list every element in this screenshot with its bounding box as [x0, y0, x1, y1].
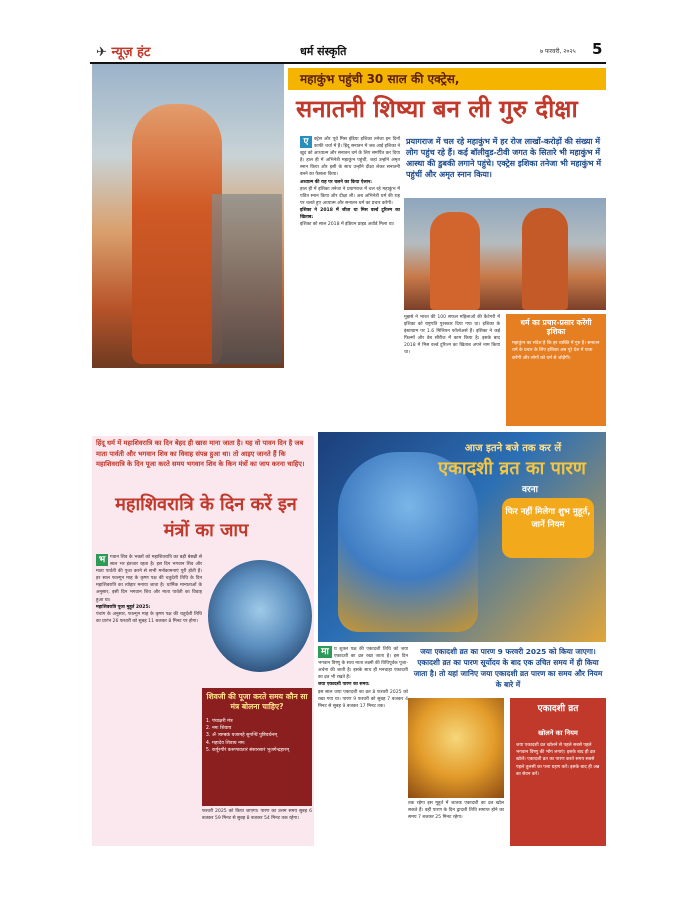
- mantra-item: 3. ॐ त्र्यम्बकं यजामहे सुगन्धिं पुष्टिवर्धनम्: [212, 732, 308, 739]
- ekadashi-rules-box: [510, 698, 606, 846]
- shivratri-subhead: महाशिवरात्रि पूजा मुहूर्त 2025:: [96, 604, 151, 610]
- rules-subtitle: खोलने का नियम: [538, 729, 578, 737]
- lead-body: इशिका को साल 2018 में इंडियन प्राइड अवॉर्ड मिला था।: [300, 222, 395, 228]
- ekadashi-body: घ शुक्ल पक्ष की एकादशी तिथि को जया एकादशी का व्रत रखा जाता है। इस दिन भगवान विष्णु के साथ माता लक्ष्मी की विधिपूर्वक पूजा-अर्चना की जाती है। इसके साथ ही मनचाहा एकादशी का व्रत भी रखते हैं।: [318, 647, 408, 681]
- date: ७ फरवरी, २०२५: [540, 48, 576, 55]
- ekadashi-title-line1: आज इतने बजे तक कर लें: [464, 443, 562, 454]
- publication-logo: [96, 42, 150, 60]
- ekadashi-subhead: जया एकादशी पारण का समय:: [318, 682, 370, 688]
- dropcap: मा: [318, 646, 332, 658]
- ekadashi-varna: वरना: [521, 485, 538, 495]
- lead-column-2: [404, 314, 500, 357]
- shivratri-headline: महाशिवरात्रि के दिन करें इन मंत्रों का जाप: [115, 494, 297, 541]
- dropcap: ए: [300, 136, 312, 148]
- shivratri-column: [96, 554, 202, 625]
- lead-body: मुझसे ने भारत की 100 सफल महिलाओं की कैटेगरी में इशिका को राष्ट्रपति पुरस्कार दिया गया था। इशिका के इंस्टाग्राम पर 1.6 मिलियन फॉलोअर्स हैं। इशिका ने कई फिल्मों और वेब सीरीज में काम किया है। इसके बाद 2018 में मिस वर्ल्ड टूरिज्म का खिताब अपने नाम किया था।: [404, 315, 500, 356]
- shivratri-body: पंचांग के अनुसार, फाल्गुन माह के कृष्ण पक्ष की चतुर्दशी तिथि का प्रारंभ 26 फरवरी को सुबह 11 बजकर 8 मिनट पर होगा।: [96, 611, 202, 624]
- lead-column-1: [300, 136, 400, 228]
- shiva-image: [208, 560, 312, 672]
- badge-text: फिर नहीं मिलेगा शुभ मुहूर्त, जानें नियम: [505, 507, 591, 530]
- ekadashi-body: तक रहेगा इस मुहूर्त में जातक एकादशी का व्रत खोल सकते हैं। वहीं पारण के दिन द्वादशी तिथि समाप्त होने का समय 7 बजकर 25 मिनट रहेगा।: [408, 801, 504, 821]
- ekadashi-title-line2: एकादशी व्रत का पारण: [438, 458, 586, 479]
- sidebar-box: [506, 314, 606, 426]
- lead-intro: प्रयागराज में चल रहे महाकुंभ में हर रोज लाखों-करोड़ों की संख्या में लोग पहुंच रहे हैं। कई बॉलीवुड-टीवी जगत के सितारे भी महाकुंभ में आस्था की डुबकी लगाने पहुंचे। एक्ट्रेस इशिका तनेजा भी महाकुंभ में पहुंचीं और अमृत स्नान किया।: [406, 137, 602, 179]
- shivratri-body: गवान शिव के भक्तों को महाशिवरात्रि का बड़ी बेसब्री से साल भर इंतजार रहता है। इस दिन भगवान शिव और माता पार्वती की पूजा करने से सभी मनोकामनाएं पूरी होती हैं। हर साल फाल्गुन माह के कृष्ण पक्ष की चतुर्दशी तिथि के दिन महाशिवरात्रि का त्योहार मनाया जाता है। धार्मिक मान्यताओं के अनुसार, इसी दिन भगवान शिव और माता पार्वती का विवाह हुआ था।: [96, 555, 202, 603]
- mantra-item: 4. महादेव शिवाय नमः: [212, 740, 308, 747]
- ekadashi-badge: [502, 498, 594, 558]
- rules-title: एकादशी व्रत: [537, 704, 579, 714]
- sidebar-title: धर्म का प्रचार-प्रसार करेंगी इशिका: [520, 318, 592, 336]
- shivratri-bottom: [202, 808, 312, 822]
- masthead: [90, 36, 606, 64]
- actress-kumbh-photo: [404, 198, 606, 310]
- mantra-item: 5. कर्पूरगौरं करुणावतारं संसारसारं भुजगेन्द्रहारम्: [212, 747, 308, 754]
- ekadashi-body: इस साल जया एकादशी का व्रत 8 फरवरी 2025 को रखा गया था। पारण 9 फरवरी को सुबह 7 बजकर 4 मिनट से सुबह 9 बजकर 17 मिनट तक।: [318, 689, 408, 709]
- mantra-heading: शिवजी की पूजा करते समय कौन सा मंत्र बोलना चाहिए?: [206, 692, 308, 711]
- section-title: धर्म संस्कृति: [300, 45, 347, 58]
- lead-subhead: अध्यात्म की राह पर चलने का किया ऐलान:: [300, 179, 373, 185]
- mantra-box: [202, 688, 312, 806]
- actress-photo: [92, 64, 284, 368]
- lead-kicker: महाकुंभ पहुंची 30 साल की एक्ट्रेस,: [300, 72, 460, 86]
- ekadashi-column: [318, 646, 408, 710]
- dropcap: भ: [96, 554, 108, 566]
- lead-body: हाल ही में इशिका तनेजा ने प्रयागराज में चल रहे महाकुंभ में पवित्र स्नान किया और दीक्षा ली। अब अभिनेत्री धर्म की राह पर चलते हुए अध्यात्म और सनातन धर्म का प्रचार करेंगी।: [300, 186, 400, 206]
- vishnu-photo: [408, 698, 504, 798]
- page-number: 5: [592, 40, 603, 58]
- lead-subhead: इशिका ने 2018 में जीता था मिस वर्ल्ड टूरिज्म का खिताब:: [300, 207, 400, 221]
- lead-body: क्ट्रेस और पूर्व मिस इंडिया इशिका तनेजा इन दिनों काफी चर्चा में हैं। हिंदू सनातन में जब आई इशिका ने खुद को आध्यात्म और सनातन धर्म के लिए समर्पित कर दिया है। हाल ही में अभिनेत्री महाकुंभ पहुंचीं, जहां उन्होंने अमृत स्नान किया और इसी के साथ उन्होंने दीक्षा लेकर सनातनी बनने का फैसला किया।: [300, 137, 400, 178]
- mantra-item: 2. नमः शिवाय: [212, 725, 308, 732]
- shivratri-body: फरवरी 2025 को किया जाएगा। पारण का उत्तम समय सुबह 6 बजकर 59 मिनट से सुबह 8 बजकर 54 मिनट तक रहेगा।: [202, 809, 312, 822]
- sidebar-body: महाकुंभ का संदेश है कि हर व्यक्ति में गुरु है। सनातन धर्म के प्रचार के लिए इशिका अब पूरे देश में यात्रा करेंगी और लोगों को धर्म से जोड़ेंगी।: [512, 341, 600, 361]
- rules-body: जया एकादशी व्रत खोलने से पहले सबसे पहले भगवान विष्णु की भोग लगाएं। इसके बाद ही व्रत खोलें। एकादशी व्रत का पारण करते समय सबसे पहले तुलसी का पत्ता ग्रहण करें। इसके बाद ही अन्न का सेवन करें।: [516, 743, 600, 777]
- ekadashi-intro: जया एकादशी व्रत का पारण 9 फरवरी 2025 को किया जाएगा। एकादशी व्रत का पारण सूर्योदय के बाद एक उचित समय में ही किया जाता है। तो यहां जानिए जया एकादशी व्रत पारण का समय और नियम के बारे में: [413, 647, 603, 689]
- ekadashi-column-2: [408, 800, 504, 821]
- mantra-list: [212, 718, 308, 754]
- mantra-item: 1. पंचाक्षरी मंत्र: [212, 718, 308, 725]
- logo-text: न्यूज़ हंट: [111, 45, 151, 60]
- bird-icon: ✈: [96, 45, 107, 60]
- lead-headline: सनातनी शिष्या बन ली गुरु दीक्षा: [296, 95, 578, 123]
- shivratri-intro: हिंदू धर्म में महाशिवरात्रि का दिन बेहद ही खास माना जाता है। यह वो पावन दिन है जब माता पार्वती और भगवान शिव का विवाह संपन्न हुआ था। तो आइए जानते हैं कि महाशिवरात्रि के दिन पूजा करते समय भगवान शिव के किन मंत्रों का जाप करना चाहिए।: [96, 439, 305, 469]
